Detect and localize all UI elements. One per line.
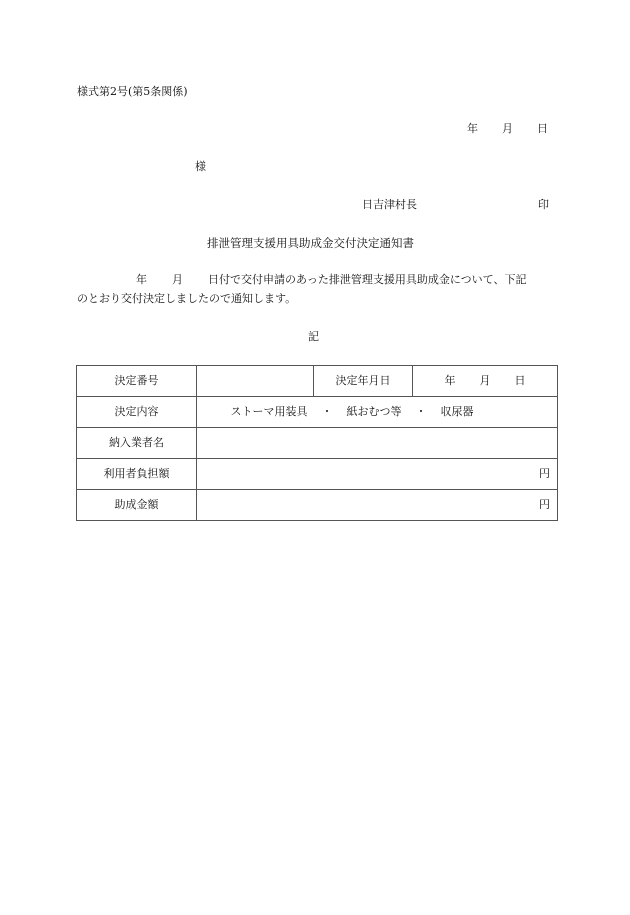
document-title: 排泄管理支援用具助成金交付決定通知書: [207, 236, 414, 250]
decision-date-day: 日: [514, 374, 526, 387]
table-row: [77, 459, 558, 490]
option-urinal[interactable]: 収尿器: [440, 405, 474, 418]
yen-unit: 円: [539, 498, 550, 511]
decision-table: [76, 365, 558, 521]
decision-date-label: 決定年月日: [314, 366, 413, 397]
decision-date-year: 年: [444, 374, 456, 387]
table-row: [77, 490, 558, 521]
option-stoma[interactable]: ストーマ用装具: [230, 405, 308, 418]
supplier-label: 納入業者名: [77, 428, 197, 459]
date-month: 月: [502, 122, 513, 135]
body-line-2: のとおり交付決定しましたので通知します。: [77, 292, 297, 305]
date-day: 日: [537, 122, 548, 135]
subsidy-label: 助成金額: [77, 490, 197, 521]
separator: ・: [321, 405, 333, 418]
supplier-field[interactable]: [197, 428, 558, 459]
option-diapers[interactable]: 紙おむつ等: [346, 405, 402, 418]
issuer-name: 日吉津村長: [362, 198, 417, 211]
date-line: [467, 122, 548, 136]
subsidy-field[interactable]: [197, 490, 558, 521]
ki-heading: 記: [308, 330, 319, 343]
body-year: 年: [136, 273, 147, 286]
table-row: [77, 397, 558, 428]
body-line-1: [136, 273, 526, 287]
body-text-1: 日付で交付申請のあった排泄管理支援用具助成金について、下記: [208, 273, 527, 286]
table-row: [77, 366, 558, 397]
decision-content-field[interactable]: [197, 397, 558, 428]
issuer-seal: 印: [538, 198, 549, 211]
yen-unit: 円: [539, 467, 550, 480]
user-burden-field[interactable]: [197, 459, 558, 490]
separator: ・: [415, 405, 427, 418]
addressee-suffix: 様: [195, 160, 206, 173]
decision-date-month: 月: [479, 374, 491, 387]
body-month: 月: [172, 273, 183, 286]
decision-number-label: 決定番号: [77, 366, 197, 397]
user-burden-label: 利用者負担額: [77, 459, 197, 490]
date-year: 年: [467, 122, 478, 135]
decision-date-field[interactable]: [413, 366, 558, 397]
table-row: [77, 428, 558, 459]
form-number: 様式第2号(第5条関係): [77, 85, 188, 98]
decision-number-field[interactable]: [197, 366, 314, 397]
decision-content-label: 決定内容: [77, 397, 197, 428]
